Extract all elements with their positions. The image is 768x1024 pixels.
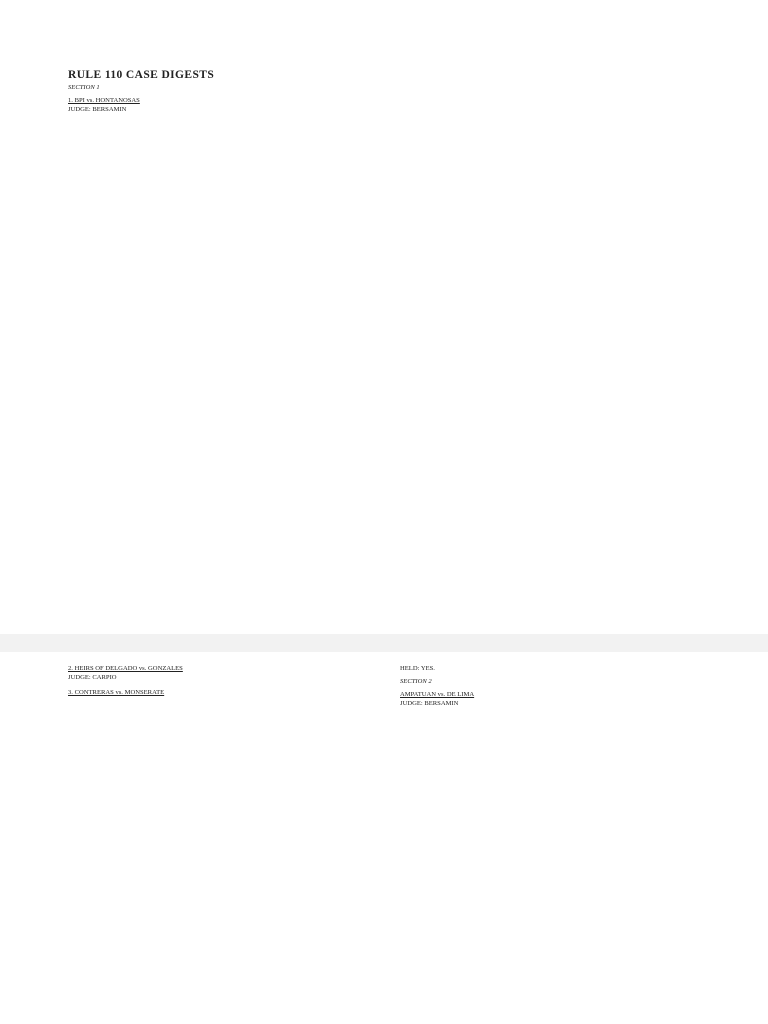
section-label: SECTION 1 (68, 83, 100, 91)
page2-left-column (68, 660, 396, 1020)
case-judge-delgado: JUDGE: CARPIO (68, 673, 117, 681)
page1-left-column (68, 60, 396, 632)
page2-right-column (400, 660, 712, 1020)
document-title: RULE 110 CASE DIGESTS (68, 69, 215, 81)
page1-right-column (400, 68, 712, 628)
case-heading-contreras: 3. CONTRERAS vs. MONSERATE (68, 689, 165, 696)
document-page-2 (0, 652, 768, 1024)
case-heading-ampatuan: AMPATUAN vs. DE LIMA (400, 691, 475, 698)
section-label-2: SECTION 2 (400, 677, 432, 685)
case-judge-ampatuan: JUDGE: BERSAMIN (400, 699, 459, 707)
case-heading-bpi: 1. BPI vs. HONTANOSAS (68, 97, 140, 104)
case-heading-delgado: 2. HEIRS OF DELGADO vs. GONZALES (68, 665, 183, 672)
held-label: HELD: YES. (400, 665, 435, 672)
case-judge-bpi: JUDGE: BERSAMIN (68, 105, 127, 113)
